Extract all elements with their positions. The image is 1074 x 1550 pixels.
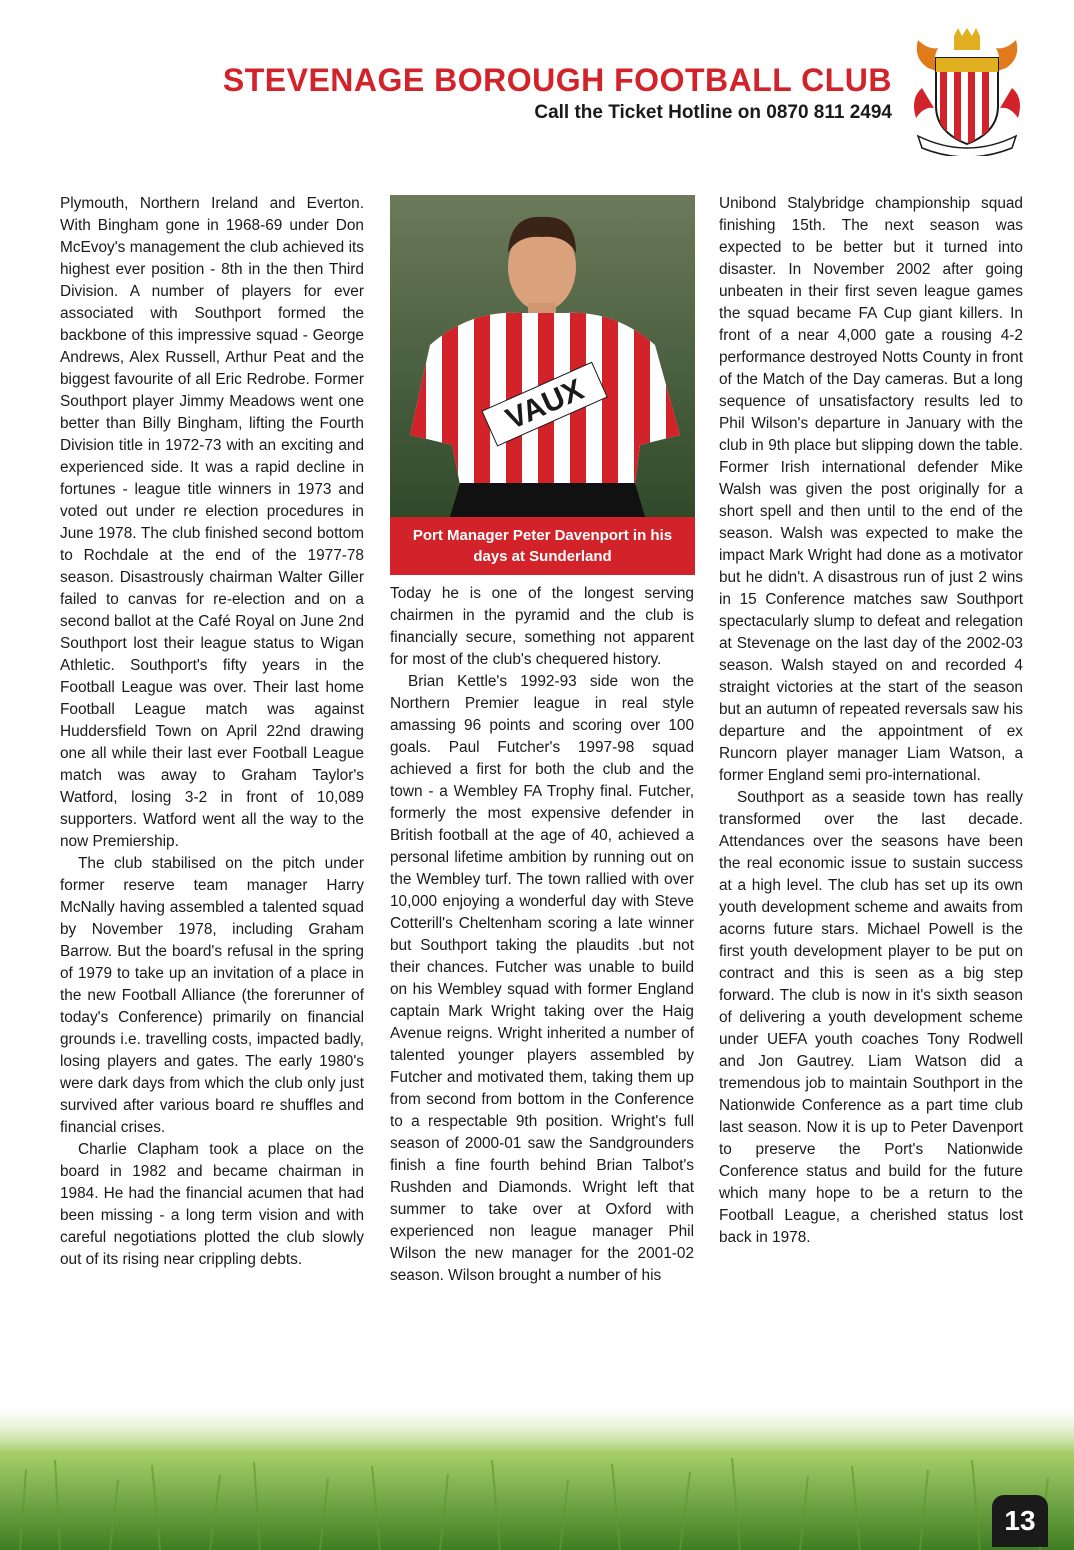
photo-caption: Port Manager Peter Davenport in his days at Sunderland xyxy=(390,517,695,575)
paragraph: Unibond Stalybridge championship squad finishing 15th. The next season was expected to be better but it turned into disaster. In November 2002 after going unbeaten in their first seven league games the squad became FA Cup giant killers. In front of a near 4,000 gate a rousing 4-2 performance destroyed Notts County in front of the Match of the Day cameras. But a long sequence of unsatisfactory results led to Phil Wilson's departure in January with the club in 9th place but slipping down the table. Former Irish international defender Mike Walsh was given the post originally for a short spell and then until to the end of the season. Walsh was expected to make the impact Mark Wright had done as a motivator but he didn't. A disastrous run of just 2 wins in 15 Conference matches saw Southport spectacularly slump to defeat and relegation at Stevenage on the last day of the 2002-03 season. Walsh stayed on and recorded 4 straight victories at the start of the season but an autumn of repeated reversals saw his departure and the appointment of ex Runcorn player manager Liam Watson, a former England semi pro-international. xyxy=(719,195,1023,784)
page-number: 13 xyxy=(992,1495,1048,1547)
paragraph: Plymouth, Northern Ireland and Everton. With Bingham gone in 1968-69 under Don McEvoy's management the club achieved its highest ever position - 8th in the then Third Division. A number of players for ever associated with Southport formed the backbone of this impressive squad - George Andrews, Alex Russell, Arthur Peat and the biggest favourite of all Eric Redrobe. Former Southport player Jimmy Meadows went one better than Billy Bingham, lifting the Fourth Division title in 1972-73 with an exciting and experienced side. It was a rapid decline in fortunes - league title winners in 1973 and voted out under re election procedures in June 1978. The club finished second bottom to Rochdale at the end of the 1977-78 season. Disastrously chairman Walter Giller failed to canvas for re-election and on a second ballot at the Café Royal on June 2nd Southport lost their league status to Wigan Athletic. Southport's fifty years in the Football League was over. Their last home Football League match was against Huddersfield Town on April 22nd drawing one all while their last ever Football League match was away to Graham Taylor's Watford, losing 3-2 in front of 10,089 supporters. Watford went all the way to the now Premiership. xyxy=(60,195,364,850)
paragraph: Charlie Clapham took a place on the board in 1982 and became chairman in 1984. He had the financial acumen that had been missing - a long term vision and with careful negotiations plotted the club slowly out of its rising near crippling debts. xyxy=(60,1141,364,1268)
shirt-sponsor: VAUX xyxy=(501,372,589,437)
ticket-hotline: Call the Ticket Hotline on 0870 811 2494 xyxy=(534,102,892,123)
grass-footer-decoration xyxy=(0,1400,1074,1550)
player-photo xyxy=(390,195,695,575)
club-title: STEVENAGE BOROUGH FOOTBALL CLUB xyxy=(222,62,892,98)
player-photo-illustration xyxy=(390,195,695,517)
article-column-2 xyxy=(390,583,694,1287)
paragraph: Today he is one of the longest serving chairmen in the pyramid and the club is financially secure, something not apparent for most of the club's chequered history. xyxy=(390,585,694,668)
paragraph: Southport as a seaside town has really transformed over the last decade. Attendances over the seasons have been the real economic issue to sustain success at a high level. The club has set up its own youth development scheme and awaits from acorns future stars. Michael Powell is the first youth development player to be put on contract and this is seen as a big step forward. The club is now in it's sixth season of delivering a youth development scheme under UEFA youth coaches Tony Rodwell and Jon Gautrey. Liam Watson did a tremendous job to maintain Southport in the Nationwide Conference as a part time club last season. Now it is up to Peter Davenport to preserve the Port's Nationwide Conference status and build for the future which many hope to be a return to the Football League, a cherished status lost back in 1978. xyxy=(719,789,1023,1246)
paragraph: Brian Kettle's 1992-93 side won the Northern Premier league in real style amassing 96 points and scoring over 100 goals. Paul Futcher's 1997-98 squad achieved a first for both the club and the town - a Wembley FA Trophy final. Futcher, formerly the most expensive defender in British football at the age of 40, achieved a personal lifetime ambition by running out on the Wembley turf. The town rallied with over 10,000 enjoying a wonderful day with Steve Cotterill's Cheltenham scoring a late winner but Southport taking the plaudits .but not their chances. Futcher was unable to build on his Wembley squad with former England captain Mark Wright taking over the Haig Avenue reigns. Wright inherited a number of talented younger players assembled by Futcher and motivated them, taking them up from second from bottom in the Conference to a respectable 9th position. Wright's full season of 2000-01 saw the Sandgrounders finish a fine fourth behind Brian Talbot's Rushden and Diamonds. Wright left that summer to take over at Oxford with experienced non league manager Phil Wilson the new manager for the 2001-02 season. Wilson brought a number of his xyxy=(390,673,694,1284)
article-column-3 xyxy=(719,193,1023,1249)
paragraph: The club stabilised on the pitch under former reserve team manager Harry McNally having assembled a talented squad by November 1978, including Graham Barrow. But the board's refusal in the spring of 1979 to take up an invitation of a place in the new Football Alliance (the forerunner of today's Conference) primarily on financial grounds i.e. travelling costs, impacted badly, losing players and gates. The early 1980's were dark days from which the club only just survived after various board re shuffles and financial crises. xyxy=(60,855,364,1136)
club-crest-icon xyxy=(908,28,1026,156)
article-column-1 xyxy=(60,193,364,1271)
